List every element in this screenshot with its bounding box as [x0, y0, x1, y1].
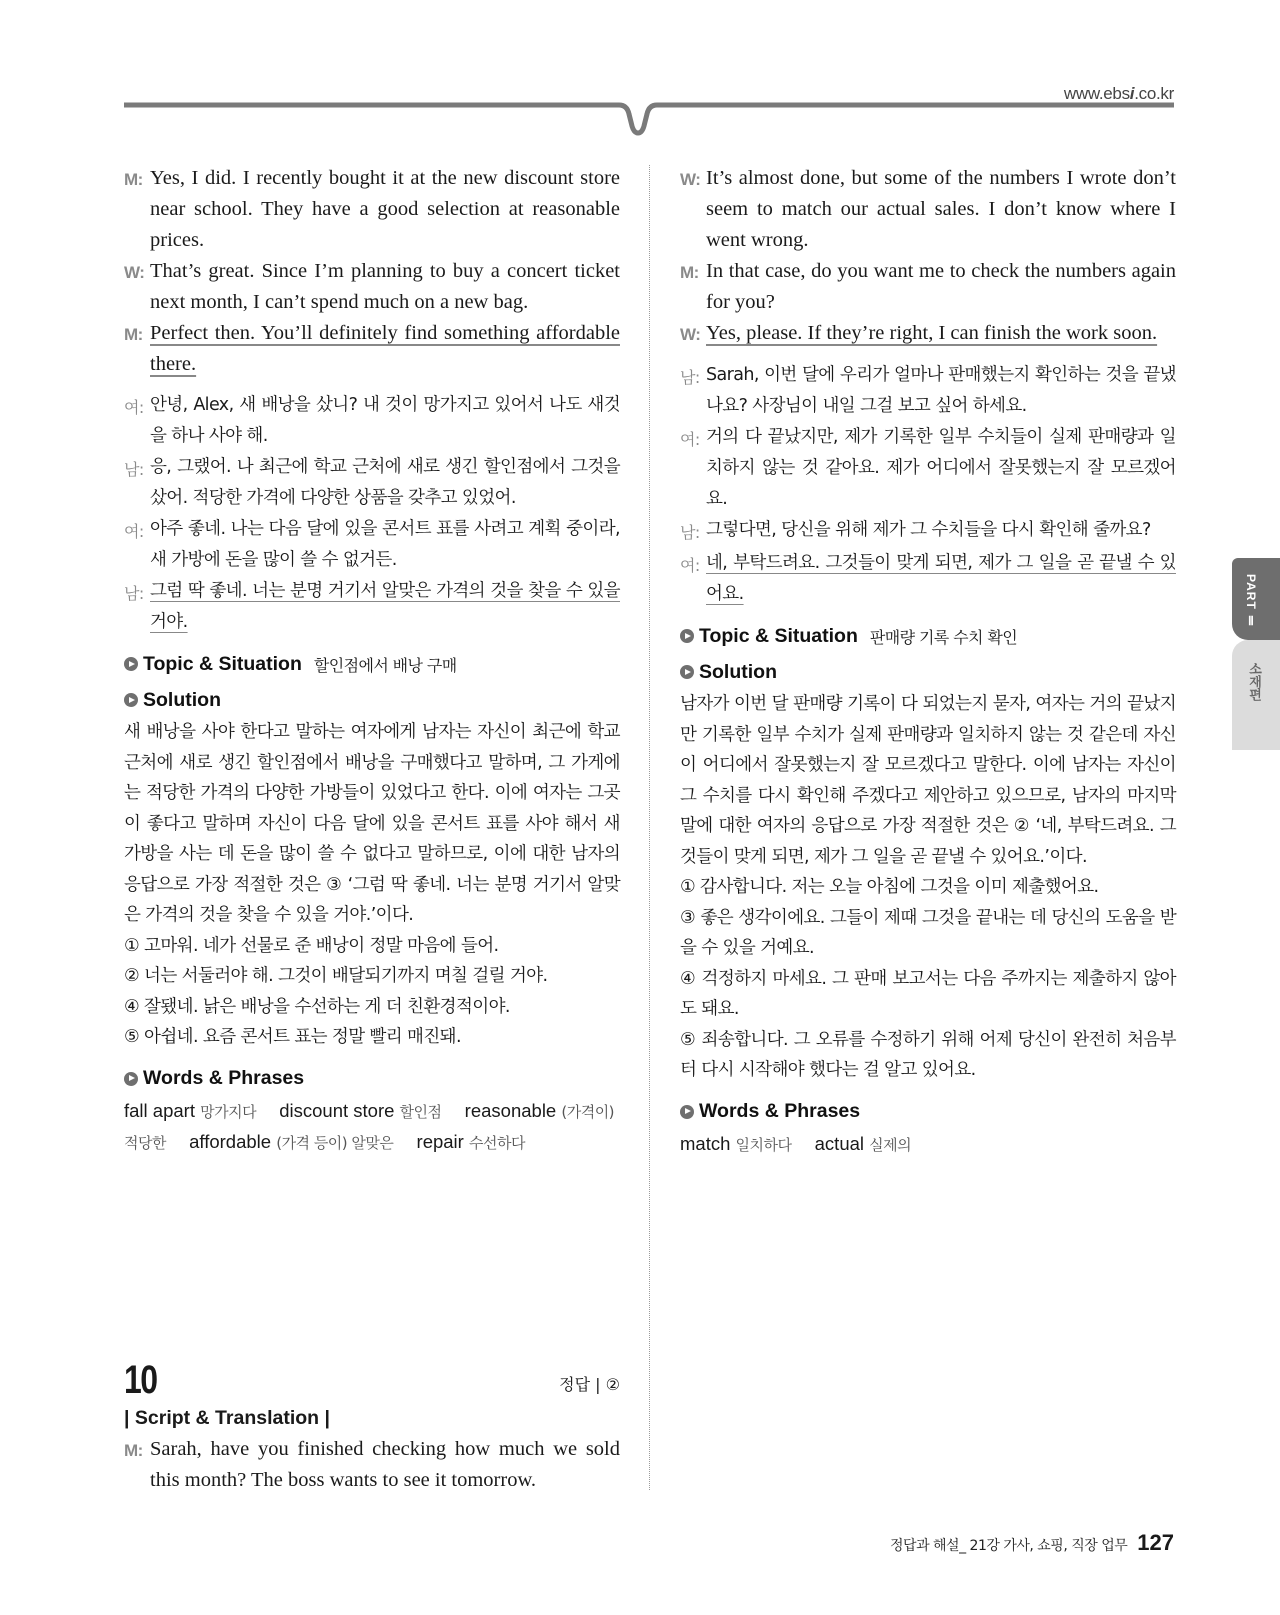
dialogue-line: [124, 256, 620, 318]
part-tab[interactable]: [1232, 558, 1280, 640]
word-entry: repair 수선하다: [416, 1130, 525, 1152]
speaker-label: 여:: [680, 430, 700, 449]
speaker-label: 여:: [124, 398, 144, 417]
solution-text: 새 배낭을 사야 한다고 말하는 여자에게 남자는 자신이 최근에 학교 근처에 새로 생긴 할인점에서 배낭을 구매했다고 말하며, 그 가게에는 적당한 가격의 다양한 가방들이 있었다고 한다. 이에 여자는 그곳이 좋다고 말하며 자신이 다음 달에 있을 콘서트 표를 사야 해서 새 가방을 사는 데 돈을 많이 쓸 수 없다고 말하므로, 이에 대한 남자의 응답으로 가장 적절한 것은 ③ ‘그럼 딱 좋네. 너는 분명 거기서 알맞은 가격의 것을 찾을 수 있을 거야.’이다.: [124, 722, 620, 925]
page-footer: [890, 1530, 1174, 1556]
speaker-label: 남:: [680, 368, 700, 387]
dialogue-line: [680, 360, 1176, 422]
words-heading: [124, 1062, 620, 1096]
option-item: ③ 좋은 생각이에요. 그들이 제때 그것을 끝내는 데 당신의 도움을 받을 수 있을 거예요.: [680, 907, 1176, 958]
side-tabs: [1232, 558, 1280, 750]
solution-heading: [680, 655, 1176, 689]
dialogue-line: [124, 576, 620, 638]
answer-label: 정답 | ②: [559, 1375, 620, 1394]
topic-heading: [124, 647, 620, 681]
dialogue-text: Sarah, 이번 달에 우리가 얼마나 판매했는지 확인하는 것을 끝냈나요? 사장님이 내일 그걸 보고 싶어 하세요.: [706, 365, 1176, 416]
answer-dialogue-text: Perfect then. You’ll definitely find something affordable there.: [150, 322, 620, 375]
play-bullet-icon: [124, 657, 138, 671]
topic-label: Topic & Situation: [699, 624, 858, 647]
dialogue-line: [680, 163, 1176, 256]
speaker-label: 여:: [680, 556, 700, 575]
topic-heading: [680, 619, 1176, 653]
words-label: Words & Phrases: [143, 1067, 305, 1089]
play-bullet-icon: [680, 665, 694, 679]
question-number: 10: [124, 1358, 157, 1402]
dialogue-line: [124, 390, 620, 452]
option-item: ④ 잘됐네. 낡은 배낭을 수선하는 게 더 친환경적이야.: [124, 996, 510, 1017]
dialogue-line: [680, 256, 1176, 318]
dialogue-text: Yes, I did. I recently bought it at the new discount store near school. They have a good selection at reasonable prices.: [150, 167, 620, 251]
dialogue-line: [680, 318, 1176, 350]
dialogue-line: [124, 1434, 620, 1496]
word-entry: discount store 할인점: [279, 1099, 442, 1121]
speaker-label: 남:: [124, 584, 144, 603]
dialogue-text: It’s almost done, but some of the numbers I wrote don’t seem to match our actual sales. I don’t know where I went wrong.: [706, 167, 1176, 251]
words-list: [124, 1096, 620, 1158]
answer-dialogue-text: 네, 부탁드려요. 그것들이 맞게 되면, 제가 그 일을 곧 끝낼 수 있어요.: [706, 553, 1176, 604]
question-10-block: [124, 1358, 620, 1496]
play-bullet-icon: [680, 629, 694, 643]
option-item: ② 너는 서둘러야 해. 그것이 배달되기까지 며칠 걸릴 거야.: [124, 966, 548, 986]
dialogue-line: [680, 548, 1176, 610]
dialogue-text: That’s great. Since I’m planning to buy a concert ticket next month, I can’t spend much on a new bag.: [150, 260, 620, 313]
solution-label: Solution: [143, 688, 221, 711]
dialogue-line: [124, 452, 620, 514]
speaker-label: M:: [680, 263, 699, 282]
word-entry: affordable (가격 등이) 알맞은: [189, 1130, 394, 1152]
q10-script-korean: [680, 360, 1176, 610]
site-url: www.ebsi.co.kr: [1063, 84, 1174, 103]
dialogue-line: [124, 514, 620, 576]
dialogue-text: 아주 좋네. 나는 다음 달에 있을 콘서트 표를 사려고 계획 중이라, 새 가방에 돈을 많이 쓸 수 없거든.: [150, 519, 620, 570]
page-number: 127: [1137, 1530, 1174, 1555]
topic-value: 판매량 기록 수치 확인: [869, 627, 1018, 647]
word-entry: match 일치하다: [680, 1132, 792, 1154]
dialogue-line: [124, 163, 620, 256]
words-list: [680, 1129, 1176, 1160]
word-entry: actual 실제의: [814, 1132, 912, 1154]
q9-script-korean: [124, 390, 620, 638]
topic-label: Topic & Situation: [143, 652, 302, 675]
speaker-label: W:: [680, 325, 701, 344]
answer-dialogue-text: 그럼 딱 좋네. 너는 분명 거기서 알맞은 가격의 것을 찾을 수 있을 거야.: [150, 581, 620, 632]
dialogue-line: [124, 318, 620, 380]
script-heading: | Script & Translation |: [124, 1407, 330, 1429]
solution-text: 남자가 이번 달 판매량 기록이 다 되었는지 묻자, 여자는 거의 끝났지만 기록한 일부 수치가 실제 판매량과 일치하지 않는 것 같은데 자신이 어디에서 잘못했는지 잘 모르겠다고 말한다. 이에 남자는 자신이 그 수치를 다시 확인해 주겠다고 제안하고 있으므로, 남자의 마지막 말에 대한 여자의 응답으로 가장 적절한 것은 ② ‘네, 부탁드려요. 그것들이 맞게 되면, 제가 그 일을 곧 끝낼 수 있어요.’이다.: [680, 694, 1176, 867]
header-rule: [124, 100, 1174, 140]
speaker-label: 남:: [680, 523, 700, 542]
speaker-label: 여:: [124, 522, 144, 541]
words-heading: [680, 1095, 1176, 1129]
words-label: Words & Phrases: [699, 1100, 861, 1122]
dialogue-text: In that case, do you want me to check the numbers again for you?: [706, 260, 1176, 313]
option-item: ⑤ 아쉽네. 요즘 콘서트 표는 정말 빨리 매진돼.: [124, 1027, 461, 1047]
right-column: [680, 163, 1176, 1160]
section-tab-label: 소재편: [1246, 662, 1261, 701]
option-item: ⑤ 죄송합니다. 그 오류를 수정하기 위해 어제 당신이 완전히 처음부터 다시 시작해야 했다는 걸 알고 있어요.: [680, 1029, 1176, 1080]
play-bullet-icon: [124, 1072, 138, 1086]
q9-script-english: [124, 163, 620, 380]
topic-value: 할인점에서 배낭 구매: [313, 655, 457, 675]
option-item: ④ 걱정하지 마세요. 그 판매 보고서는 다음 주까지는 제출하지 않아도 돼요.: [680, 968, 1176, 1019]
answer-dialogue-text: Yes, please. If they’re right, I can finish the work soon.: [706, 322, 1158, 344]
play-bullet-icon: [124, 693, 138, 707]
solution-heading: [124, 683, 620, 717]
option-item: ① 고마워. 네가 선물로 준 배낭이 정말 마음에 들어.: [124, 935, 499, 956]
speaker-label: M:: [124, 1441, 143, 1460]
dialogue-line: [680, 422, 1176, 515]
column-divider: [649, 165, 650, 1490]
speaker-label: W:: [680, 170, 701, 189]
solution-label: Solution: [699, 660, 777, 683]
speaker-label: W:: [124, 263, 145, 282]
speaker-label: M:: [124, 325, 143, 344]
dialogue-line: [680, 515, 1176, 548]
speaker-label: 남:: [124, 460, 144, 479]
section-tab[interactable]: [1232, 640, 1280, 750]
word-entry: reasonable (가격이) 적당한: [124, 1099, 615, 1152]
dialogue-text: 그렇다면, 당신을 위해 제가 그 수치들을 다시 확인해 줄까요?: [706, 520, 1151, 540]
left-column: [124, 163, 620, 1158]
play-bullet-icon: [680, 1105, 694, 1119]
speaker-label: M:: [124, 170, 143, 189]
footer-text: 정답과 해설_ 21강 가사, 쇼핑, 직장 업무: [890, 1538, 1128, 1554]
dialogue-text: 안녕, Alex, 새 배낭을 샀니? 내 것이 망가지고 있어서 나도 새것을 하나 사야 해.: [150, 395, 620, 446]
part-tab-label: PART Ⅱ: [1244, 574, 1258, 630]
dialogue-text: 거의 다 끝났지만, 제가 기록한 일부 수치들이 실제 판매량과 일치하지 않는 것 같아요. 제가 어디에서 잘못했는지 잘 모르겠어요.: [706, 427, 1176, 509]
word-entry: fall apart 망가지다: [124, 1099, 257, 1121]
dialogue-text: 응, 그랬어. 나 최근에 학교 근처에 새로 생긴 할인점에서 그것을 샀어. 적당한 가격에 다양한 상품을 갖추고 있었어.: [150, 457, 620, 508]
dialogue-text: Sarah, have you finished checking how much we sold this month? The boss wants to see it tomorrow.: [150, 1438, 620, 1491]
option-item: ① 감사합니다. 저는 오늘 아침에 그것을 이미 제출했어요.: [680, 877, 1099, 897]
q10-script-english: [680, 163, 1176, 350]
